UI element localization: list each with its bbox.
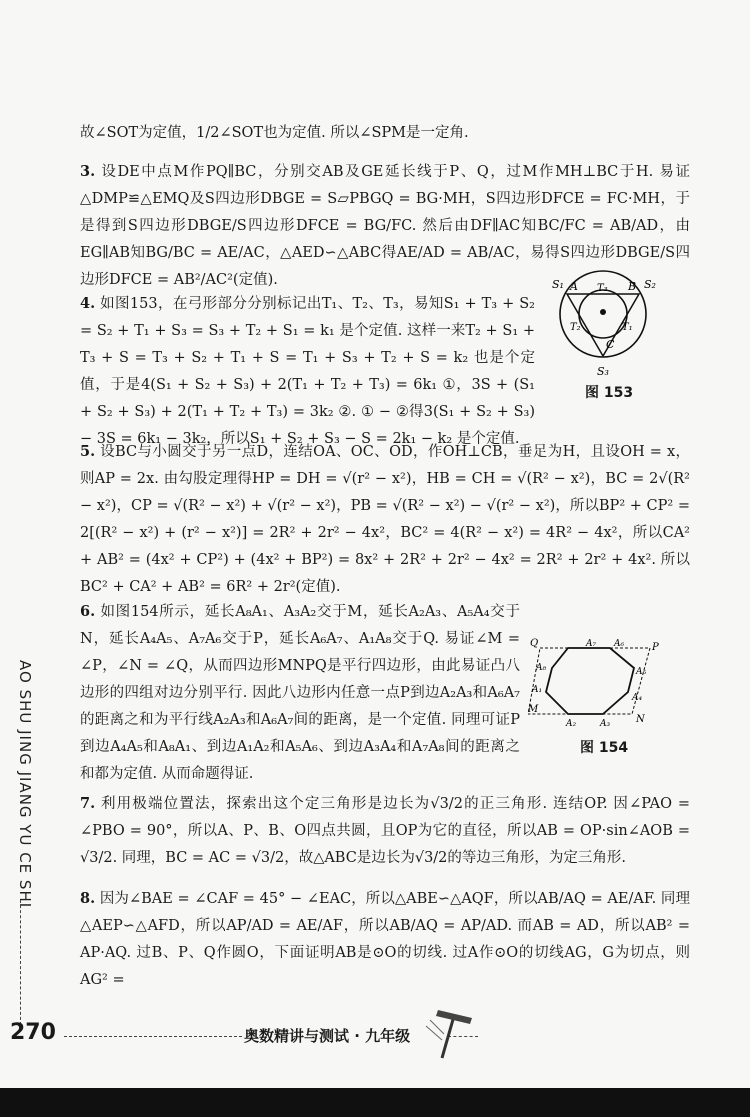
label-s1: S₁	[552, 278, 564, 291]
label-a3: A₃	[600, 719, 611, 729]
label-a1: A₁	[532, 685, 543, 695]
footer-book-title: 奥数精讲与测试 · 九年级	[244, 1027, 411, 1045]
paragraph-8: 8. 因为∠BAE = ∠CAF = 45° − ∠EAC，所以△ABE∽△AQF，所以AB/AQ = AE/AF. 同理△AEP∽△AFD，所以AP/AD = AE/AF，所以AB/AQ = AP/AD. 而AB = AD，所以AB² = AP·AQ. 过B、P、Q作圆O，下面证明AB是⊙O的切线. 过A作⊙O的切线AG，G为切点，则AG² =	[80, 890, 691, 988]
figure-154-caption: 图 154	[580, 740, 629, 756]
paragraph-2-tail: 故∠SOT为定值，1/2∠SOT也为定值. 所以∠SPM是一定角.	[80, 125, 469, 141]
figure-153-caption: 图 153	[585, 385, 634, 401]
label-p: P	[652, 642, 659, 653]
paragraph-number: 5.	[80, 443, 96, 460]
figure-153	[548, 268, 668, 378]
label-a: A	[570, 280, 578, 293]
paragraph-number: 8.	[80, 890, 96, 907]
paragraph-3: 3. 设DE中点M作PQ∥BC，分别交AB及GE延长线于P、Q，过M作MH⊥BC于H. 易证△DMP≌△EMQ及S四边形DBGE = S▱PBGQ = BG·MH，S四边形DFCE = FC·MH，于是得到S四边形DBGE/S四边形DFCE = BG/FC. 然后由DF∥AC知BC/FC = AB/AD，由EG∥AB知BG/BC = AE/AC，△AED∽△ABC得AE/AD = AB/AC，易得S四边形DBGE/S四边形DFCE = AB²/AC²(定值).	[80, 163, 691, 288]
paragraph-number: 3.	[80, 163, 96, 180]
label-a8: A₈	[536, 663, 547, 673]
figure-154	[528, 632, 668, 732]
label-a4: A₄	[632, 693, 643, 703]
scan-bottom-band	[0, 1088, 750, 1117]
label-c: C	[606, 338, 615, 351]
label-s3: S₃	[597, 365, 609, 378]
page-number: 270	[10, 1020, 56, 1045]
paragraph-7: 7. 利用极端位置法，探索出这个定三角形是边长为√3/2的正三角形. 连结OP. 因∠PAO = ∠PBO = 90°，所以A、P、B、O四点共圆，且OP为它的直径，所以AB = OP·sin∠AOB = √3/2. 同理，BC = AC = √3/2，故△ABC是边长为√3/2的等边三角形，为定三角形.	[80, 795, 690, 866]
paragraph-4: 4. 如图153，在弓形部分分别标记出T₁、T₂、T₃，易知S₁ + T₃ + S₂ = S₂ + T₁ + S₃ = S₃ + T₂ + S₁ = k₁ 是个定值. 这样一来T₂ + S₁ + T₃ + S = T₃ + S₂ + T₁ + S = T₁ + S₃ + T₂ + S = k₂ 也是个定值，于是4(S₁ + S₂ + S₃) + 2(T₁ + T₂ + T₃) = 6k₁ ①，3S + (S₁ + S₂ + S₃) + 2(T₁ + T₂ + T₃) = 3k₂ ②. ① − ②得3(S₁ + S₂ + S₃) − 3S = 6k₁ − 3k₂，所以S₁ + S₂ + S₃ − S = 2k₁ − k₂ 是个定值.	[80, 295, 535, 447]
sidebar-dash-line	[20, 900, 21, 1025]
paragraph-6: 6. 如图154所示，延长A₈A₁、A₃A₂交于M，延长A₂A₃、A₅A₄交于N，延长A₄A₅、A₇A₆交于P，延长A₆A₇、A₁A₈交于Q. 易证∠M = ∠P，∠N = ∠Q，从而四边形MNPQ是平行四边形，由此易证凸八边形的四组对边分别平行. 因此八边形内任意一点P到边A₂A₃和A₆A₇的距离之和为平行线A₂A₃和A₆A₇间的距离，是一个定值. 同理可证P到边A₄A₅和A₈A₁、到边A₁A₂和A₅A₆、到边A₃A₄和A₇A₈间的距离之和都为定值. 从而命题得证.	[80, 603, 520, 782]
footer-dash-line	[64, 1036, 242, 1037]
label-t1: T₁	[622, 322, 633, 333]
label-a5: A₅	[636, 667, 647, 677]
paragraph-number: 7.	[80, 795, 96, 812]
paragraph-5: 5. 设BC与小圆交于另一点D，连结OA、OC、OD，作OH⊥CB，垂足为H，且设OH = x，则AP = 2x. 由勾股定理得HP = DH = √(r² − x²)，HB = CH = √(R² − x²)，BC = 2√(R² − x²)，CP = √(R² − x²) + √(r² − x²)，PB = √(R² − x²) − √(r² − x²)，所以BP² + CP² = 2[(R² − x²) + (r² − x²)] = 2R² + 2r² − 4x²，BC² = 4(R² − x²) = 4R² − 4x²，所以CA² + AB² = (4x² + CP²) + (4x² + BP²) = 8x² + 2R² + 2r² − 4x² = 2R² + 2r² + 4x². 所以BC² + CA² + AB² = 6R² + 2r²(定值).	[80, 443, 691, 595]
label-q: Q	[530, 638, 539, 649]
label-n: N	[636, 714, 645, 725]
paragraph-number: 4.	[80, 295, 96, 312]
label-t2: T₂	[570, 322, 581, 333]
hammer-icon	[420, 1000, 480, 1060]
label-b: B	[628, 280, 637, 293]
label-a7: A₇	[586, 639, 597, 649]
label-t3: T₃	[597, 283, 608, 294]
label-a6: A₆	[614, 639, 625, 649]
paragraph-number: 6.	[80, 603, 96, 620]
label-s2: S₂	[644, 278, 656, 291]
sidebar-pinyin-title: AO SHU JING JIANG YU CE SHI	[16, 660, 34, 909]
label-m: M	[528, 704, 539, 715]
label-a2: A₂	[566, 719, 577, 729]
